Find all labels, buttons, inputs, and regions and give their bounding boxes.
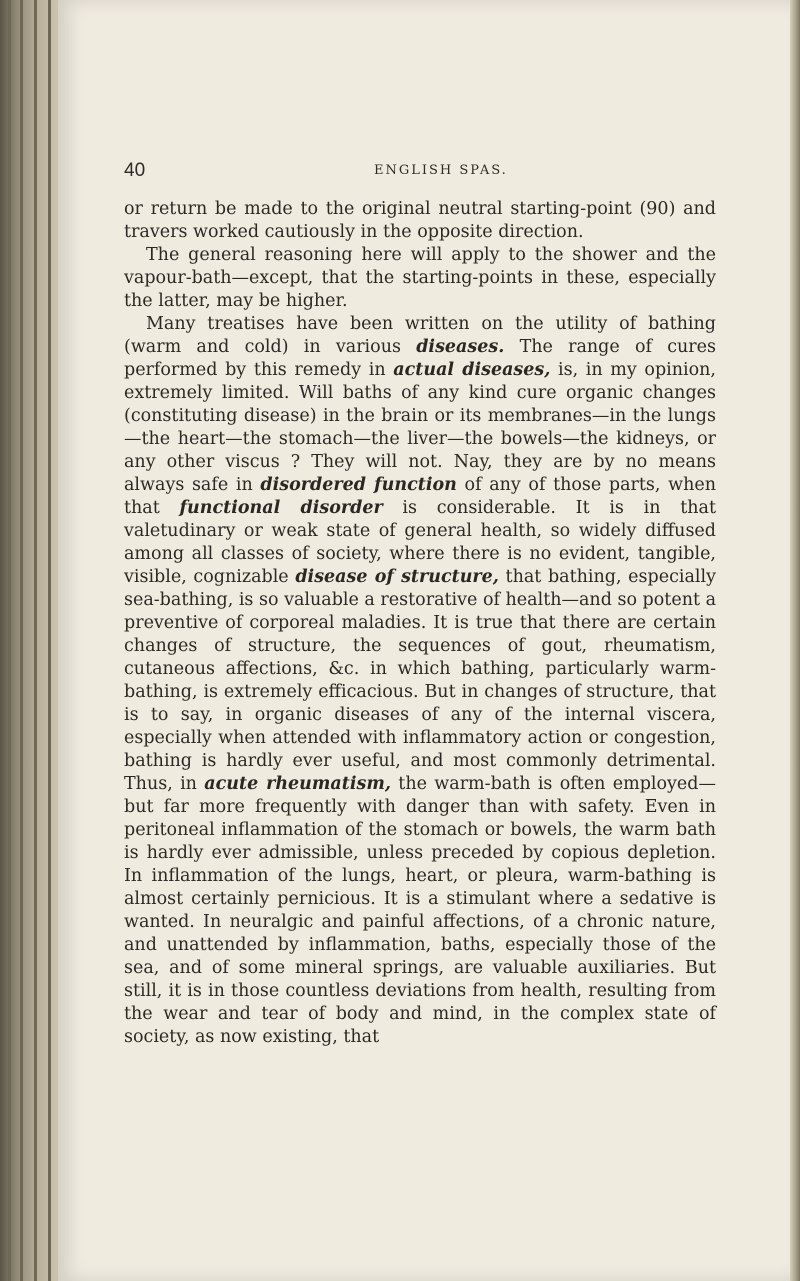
page-right-edge (790, 0, 800, 1281)
text-segment: Many treatises have been written on the utility of bathing (warm and cold) in various (124, 314, 716, 357)
italic-phrase: disease of structure, (295, 567, 499, 587)
text-segment: The general reasoning here will apply to the shower and the vapour-bath—except, that the starting-points in these, especially the latter, may be higher. (124, 245, 716, 311)
text-segment: that bathing, especially sea-bathing, is so valuable a restorative of health—and so potent a preventive of corporeal maladies. It is true that there are certain changes of structure, the sequences of gout, rheumatism, cutaneous affections, &c. in which bathing, particularly warm-bathing, is extremely efficacious. But in changes of structure, that is to say, in organic diseases of any of the internal viscera, especially when attended with inflammatory action or congestion, bathing is hardly ever useful, and most commonly detrimental. Thus, in (124, 567, 716, 794)
page-number: 40 (124, 160, 146, 181)
italic-phrase: disordered function (260, 475, 457, 495)
running-head: ENGLISH SPAS. (374, 163, 508, 178)
text-segment: is, in my opinion, extremely limited. Will baths of any kind cure organic changes (constituting disease) in the brain or its membranes—in the lungs —the heart—the stomach—the liver—the bowels—the kidneys, or any other viscus ? They will not. Nay, they are by no means always safe in (124, 360, 716, 495)
page-header (124, 160, 684, 184)
paragraph (124, 313, 716, 1049)
italic-phrase: acute rheumatism, (204, 774, 391, 794)
italic-phrase: functional disorder (179, 498, 383, 518)
page-edge-line (20, 0, 23, 1281)
body-text (124, 198, 716, 1049)
text-segment: of any of those parts, when that (124, 475, 716, 518)
text-segment: the warm-bath is often employed—but far more frequently with danger than with safety. Even in peritoneal inflammation of the stomach or bowels, the warm bath is hardly ever admissible, unless preceded by copious depletion. In inflammation of the lungs, heart, or pleura, warm-bathing is almost certainly pernicious. It is a stimulant where a sedative is wanted. In neuralgic and painful affections, of a chronic nature, and unattended by inflammation, baths, especially those of the sea, and of some mineral springs, are valuable auxiliaries. But still, it is in those countless deviations from health, resulting from the wear and tear of body and mind, in the complex state of society, as now existing, that (124, 774, 716, 1047)
page-edge-line (34, 0, 37, 1281)
page-edge-line (8, 0, 11, 1281)
page-edge-line (48, 0, 51, 1281)
paragraph (124, 244, 716, 313)
text-segment: The range of cures performed by this remedy in (124, 337, 716, 380)
text-segment: or return be made to the original neutral starting-point (90) and travers worked cautiously in the opposite direction. (124, 199, 716, 242)
italic-phrase: diseases. (416, 337, 505, 357)
text-segment: is considerable. It is in that valetudinary or weak state of general health, so widely diffused among all classes of society, where there is no evident, tangible, visible, cognizable (124, 498, 716, 587)
paragraph (124, 198, 716, 244)
italic-phrase: actual diseases, (393, 360, 551, 380)
